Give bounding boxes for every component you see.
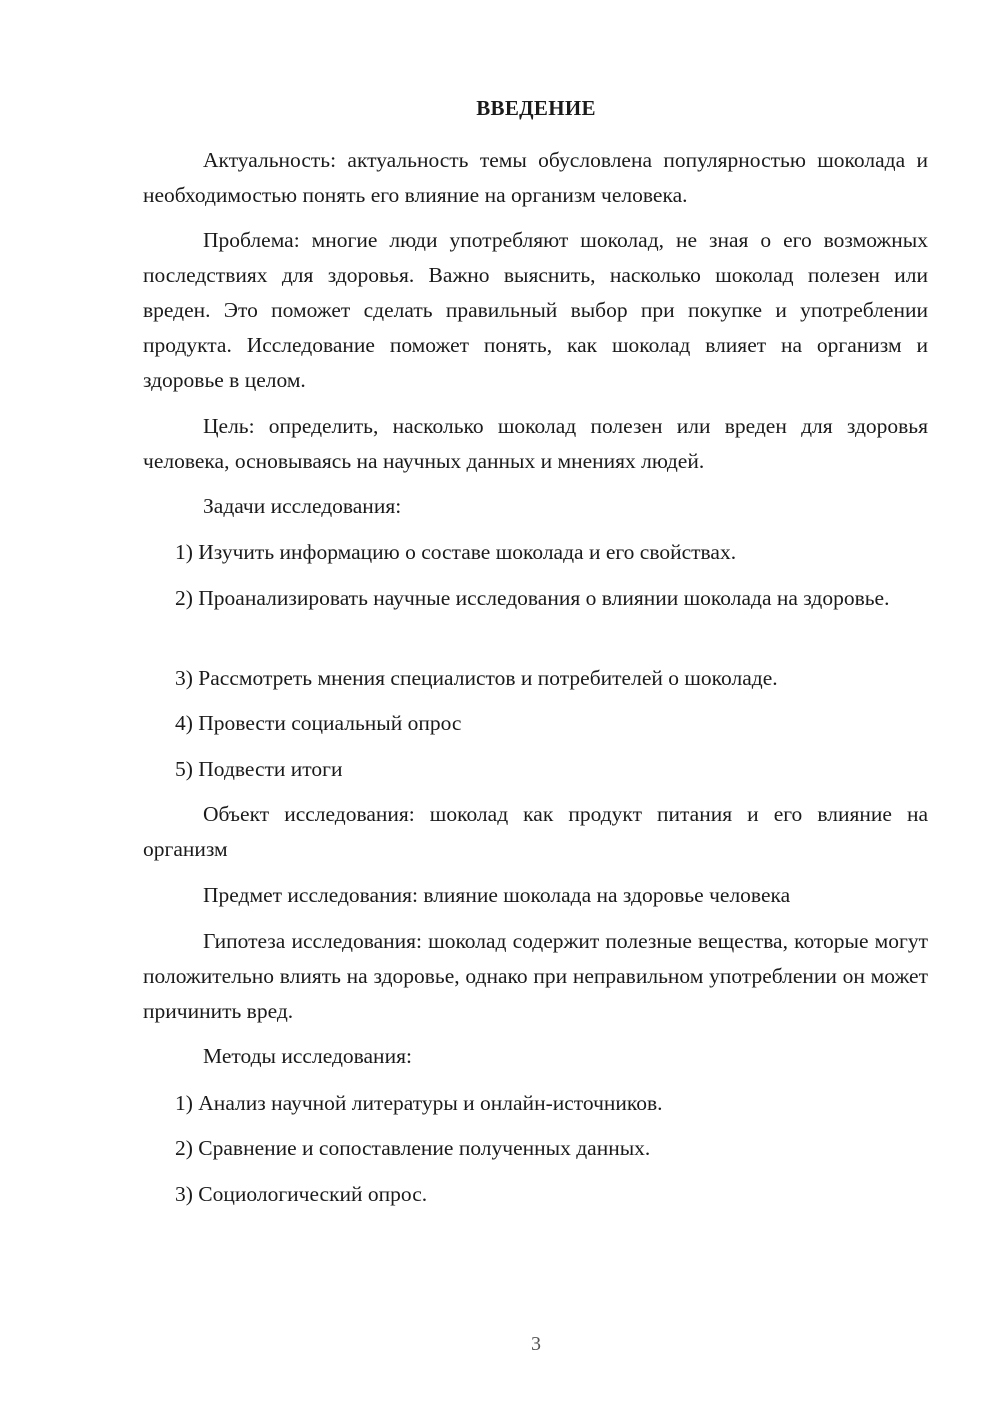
page-title: ВВЕДЕНИЕ	[476, 96, 596, 120]
paragraph-tasks-heading: Задачи исследования:	[203, 494, 402, 518]
list-item-method-3: 3) Социологический опрос.	[175, 1182, 428, 1206]
paragraph-relevance: Актуальность: актуальность темы обусловлена популярностью шоколада и необходимостью понять его влияние на организм человека.	[143, 148, 928, 207]
paragraph-object: Объект исследования: шоколад как продукт питания и его влияние на организм	[143, 802, 928, 861]
list-item-task-4: 4) Провести социальный опрос	[175, 711, 462, 735]
list-item-task-3: 3) Рассмотреть мнения специалистов и потребителей о шоколаде.	[175, 666, 778, 690]
page-number: 3	[531, 1333, 541, 1355]
paragraph-subject: Предмет исследования: влияние шоколада на здоровье человека	[203, 883, 791, 907]
list-item-task-1: 1) Изучить информацию о составе шоколада и его свойствах.	[175, 540, 737, 564]
list-item-method-1: 1) Анализ научной литературы и онлайн-источников.	[175, 1091, 663, 1115]
list-item-task-5: 5) Подвести итоги	[175, 757, 343, 781]
paragraph-goal: Цель: определить, насколько шоколад полезен или вреден для здоровья человека, основываясь на научных данных и мнениях людей.	[143, 414, 928, 473]
list-item-method-2: 2) Сравнение и сопоставление полученных данных.	[175, 1136, 651, 1160]
paragraph-problem: Проблема: многие люди употребляют шоколад, не зная о его возможных последствиях для здоровья. Важно выяснить, насколько шоколад полезен или вреден. Это поможет сделать правильный выбор при покупке и употреблении продукта. Исследование поможет понять, как шоколад влияет на организм и здоровье в целом.	[143, 228, 928, 392]
paragraph-hypothesis: Гипотеза исследования: шоколад содержит полезные вещества, которые могут положительно влиять на здоровье, однако при неправильном употреблении он может причинить вред.	[143, 929, 928, 1023]
list-item-task-2: 2) Проанализировать научные исследования о влиянии шоколада на здоровье.	[175, 586, 890, 610]
paragraph-methods-heading: Методы исследования:	[203, 1044, 412, 1068]
